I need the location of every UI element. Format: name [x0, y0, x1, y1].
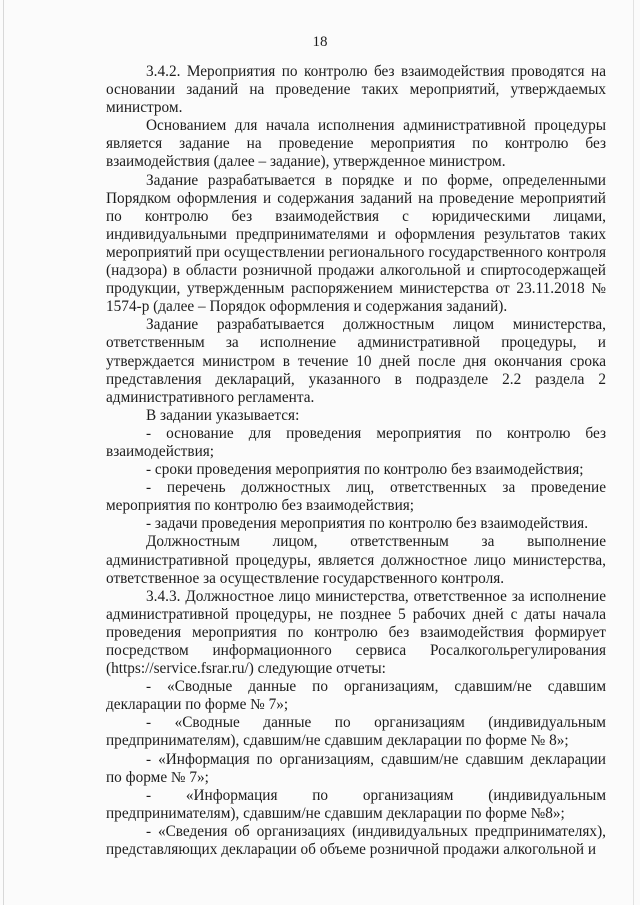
list-item-report-5: - «Сведения об организациях (индивидуальных предпринимателях), представляющих декларации об объеме розничной продажи алкогольной и: [106, 822, 606, 859]
list-item-report-1: - «Сводные данные по организациям, сдавшим/не сдавшим декларации по форме № 7»;: [106, 678, 606, 714]
list-item-report-4: - «Информация по организациям (индивидуальным предпринимателям), сдавшим/не сдавшим декларации по форме №8»;: [106, 786, 606, 822]
paragraph-task-contents: В задании указывается:: [146, 406, 300, 424]
paragraph-responsible-official: Должностным лицом, ответственным за выполнение административной процедуры, является должностное лицо министерства, ответственное за осуществление государственного контроля.: [106, 533, 606, 587]
list-item-officials: - перечень должностных лиц, ответственных за проведение мероприятия по контролю без взаимодействия;: [106, 479, 606, 515]
page-number: 18: [312, 34, 328, 50]
paragraph-task-approval: Задание разрабатывается должностным лицом министерства, ответственным за исполнение административной процедуры, и утверждается министром в течение 10 дней после дня окончания срока представления деклараций, указанного в подразделе 2.2 раздела 2 административного регламента.: [106, 316, 606, 406]
document-body: [106, 63, 606, 859]
paragraph-task-development: Задание разрабатывается в порядке и по форме, определенными Порядком оформления и содержания заданий на проведение мероприятий по контролю без взаимодействия с юридическими лицами, индивидуальными предпринимателями и оформления результатов таких мероприятий при осуществлении регионального государственного контроля (надзора) в области розничной продажи алкогольной и спиртосодержащей продукции, утвержденным распоряжением министерства от 23.11.2018 № 1574-р (далее – Порядок оформления и содержания заданий).: [106, 171, 606, 316]
scan-edge-left: [3, 0, 4, 905]
list-item-basis: - основание для проведения мероприятия по контролю без взаимодействия;: [106, 424, 606, 460]
list-item-terms: - сроки проведения мероприятия по контролю без взаимодействия;: [146, 461, 584, 479]
paragraph-3-4-3: 3.4.3. Должностное лицо министерства, ответственное за исполнение административной процедуры, не позднее 5 рабочих дней с даты начала проведения мероприятия по контролю без взаимодействия формирует посредством информационного сервиса Росалкогольрегулирования (https://service.fsrar.ru/) следующие отчеты:: [106, 587, 606, 678]
paragraph-basis: Основанием для начала исполнения административной процедуры является задание на проведение мероприятия по контролю без взаимодействия (далее – задание), утвержденное министром.: [106, 117, 606, 171]
list-item-report-2: - «Сводные данные по организациям (индивидуальным предпринимателям), сдавшим/не сдавшим декларации по форме № 8»;: [106, 714, 606, 750]
list-item-objectives: - задачи проведения мероприятия по контролю без взаимодействия.: [146, 515, 589, 533]
paragraph-3-4-2: 3.4.2. Мероприятия по контролю без взаимодействия проводятся на основании заданий на проведение таких мероприятий, утверждаемых министром.: [106, 63, 606, 117]
scan-edge-right: [633, 0, 634, 905]
list-item-report-3: - «Информация по организациям, сдавшим/не сдавшим декларации по форме № 7»;: [106, 750, 606, 786]
